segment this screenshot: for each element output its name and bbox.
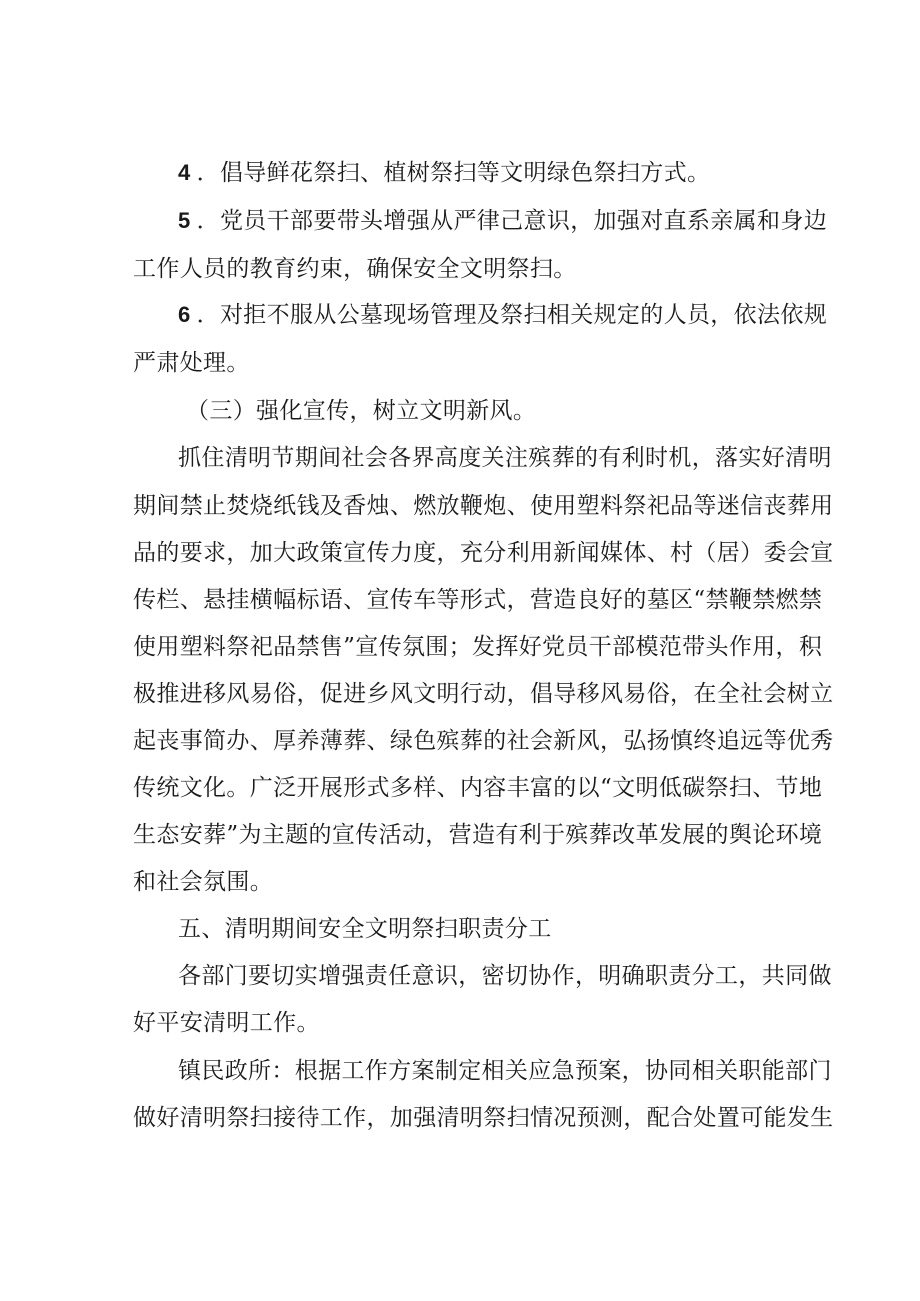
paragraph-line: 镇民政所：根据工作方案制定相关应急预案，协同相关职能部门: [178, 1058, 832, 1084]
paragraph-line: 做好清明祭扫接待工作，加强清明祭扫情况预测，配合处置可能发生: [133, 1105, 834, 1131]
paragraph-line: 和社会氛围。: [133, 869, 274, 895]
paragraph-line: 使用塑料祭祀品禁售”宣传氛围；发挥好党员干部模范带头作用，积: [133, 634, 823, 660]
paragraph-line: 抓住清明节期间社会各界高度关注殡葬的有利时机，落实好清明: [178, 445, 832, 471]
item-text: ．倡导鲜花祭扫、植树祭扫等文明绿色祭扫方式。: [196, 160, 711, 186]
paragraph-line: 期间禁止焚烧纸钱及香烛、燃放鞭炮、使用塑料祭祀品等迷信丧葬用: [133, 493, 834, 519]
item-5-line-2: 工作人员的教育约束，确保安全文明祭扫。: [133, 256, 577, 282]
section-3-heading: （三）强化宣传，树立文明新风。: [186, 398, 537, 424]
item-5-line-1: [0, 206, 920, 236]
paragraph-line: 极推进移风易俗，促进乡风文明行动，倡导移风易俗，在全社会树立: [133, 681, 834, 707]
item-text: ．对拒不服从公墓现场管理及祭扫相关规定的人员，依法依规: [196, 302, 828, 328]
item-number: 5: [178, 208, 191, 233]
paragraph-line: 品的要求，加大政策宣传力度，充分利用新闻媒体、村（居）委会宣: [133, 540, 834, 566]
item-text: ．党员干部要带头增强从严律己意识，加强对直系亲属和身边: [196, 208, 828, 234]
item-6-line-2: 严肃处理。: [133, 350, 250, 376]
paragraph-line: 各部门要切实增强责任意识，密切协作，明确职责分工，共同做: [178, 963, 832, 989]
section-5-heading: 五、清明期间安全文明祭扫职责分工: [178, 916, 552, 942]
item-4: [0, 158, 920, 188]
paragraph-line: 好平安清明工作。: [133, 1010, 320, 1036]
item-number: 4: [178, 160, 191, 185]
paragraph-line: 起丧事简办、厚养薄葬、绿色殡葬的社会新风，弘扬慎终追远等优秀: [133, 728, 834, 754]
paragraph-line: 生态安葬”为主题的宣传活动，营造有利于殡葬改革发展的舆论环境: [133, 822, 823, 848]
paragraph-line: 传栏、悬挂横幅标语、宣传车等形式，营造良好的墓区“禁鞭禁燃禁: [133, 587, 823, 613]
item-number: 6: [178, 302, 191, 327]
paragraph-line: 传统文化。广泛开展形式多样、内容丰富的以“文明低碳祭扫、节地: [133, 775, 823, 801]
item-6-line-1: [0, 300, 920, 330]
